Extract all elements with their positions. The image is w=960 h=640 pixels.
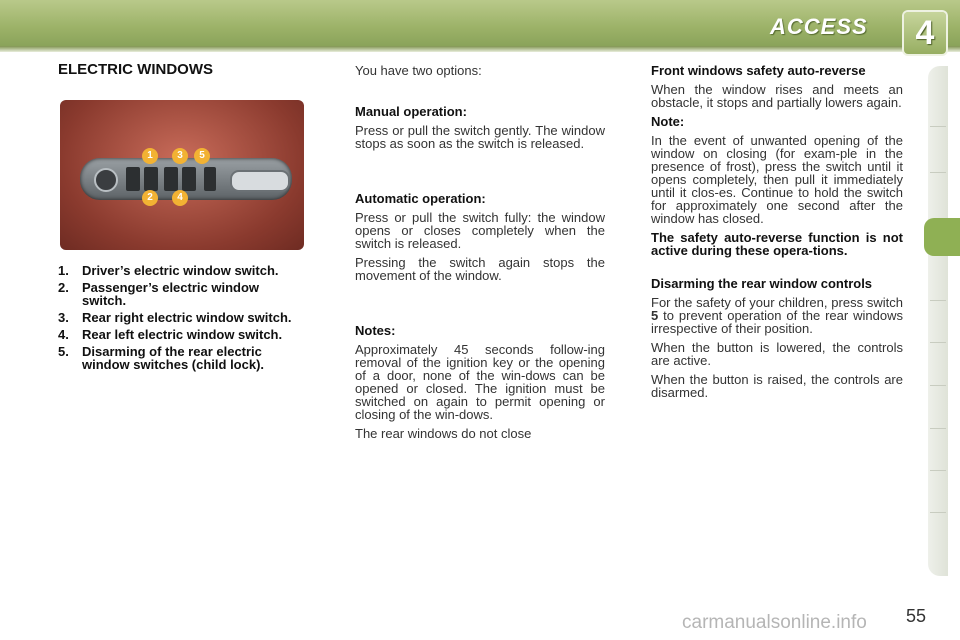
- right-column: [651, 64, 903, 405]
- disarm-text: For the safety of your children, press switch 5 to prevent operation of the rear windows irrespective of their position.: [651, 295, 904, 336]
- safety-text: When the window rises and meets an obstacle, it stops and partially lowers again.: [651, 82, 903, 110]
- note-text: In the event of unwanted opening of the window on closing (for exam-ple in the presence of frost), press the switch until it opens completely, then pull it immediately until it clos-es. Continue to hold the switch for approximately one second after the window has closed.: [651, 133, 903, 226]
- legend-item: 5. Disarming of the rear electric window switches (child lock).: [58, 344, 265, 372]
- manual-text: Press or pull the switch gently. The window stops as soon as the switch is released.: [355, 123, 605, 151]
- legend-item: 2. Passenger’s electric window switch.: [58, 280, 260, 308]
- rail-divider: [930, 342, 946, 343]
- chapter-number: 4: [915, 14, 935, 52]
- switch-1: [126, 167, 140, 191]
- marker-2: 2: [142, 190, 158, 206]
- switch-5: [204, 167, 216, 191]
- legend-item: 3. Rear right electric window switch.: [58, 310, 292, 325]
- chapter-number-badge: [904, 12, 946, 54]
- auto-heading: Automatic operation:: [355, 191, 486, 206]
- note-heading: Note:: [651, 114, 685, 129]
- notes-text: Approximately 45 seconds follow-ing removal of the ignition key or the opening of a door, none of the win-dows can be opened or closed. The ignition must be switched on again to permit opening or closing of the win-dows.: [355, 342, 605, 422]
- rail-divider: [930, 512, 946, 513]
- switch-ref: 5: [651, 308, 659, 323]
- safety-heading: Front windows safety auto-reverse: [651, 63, 866, 78]
- mirror-knob: [94, 168, 118, 192]
- marker-4: 4: [172, 190, 188, 206]
- switch-legend: [56, 264, 306, 375]
- switch-2: [144, 167, 158, 191]
- disarm-heading: Disarming the rear window controls: [651, 276, 873, 291]
- notes-heading: Notes:: [355, 323, 396, 338]
- chapter-header-bar: [0, 0, 960, 46]
- rail-divider: [930, 126, 946, 127]
- rail-divider: [930, 385, 946, 386]
- lowered-text: When the button is lowered, the controls are active.: [651, 340, 903, 368]
- rail-divider: [930, 470, 946, 471]
- notes-text-2: The rear windows do not close: [355, 426, 532, 441]
- active-chapter-tab[interactable]: [924, 218, 960, 256]
- manual-heading: Manual operation:: [355, 104, 467, 119]
- switch-3: [164, 167, 178, 191]
- watermark: carmanualsonline.info: [682, 612, 867, 633]
- window-switch-photo: [60, 100, 304, 250]
- legend-item: 4. Rear left electric window switch.: [58, 327, 283, 342]
- page-number: 55: [906, 606, 927, 626]
- door-handle: [230, 170, 290, 192]
- marker-1: 1: [142, 148, 158, 164]
- auto-text-2: Pressing the switch again stops the movement of the window.: [355, 255, 605, 283]
- middle-column: [355, 64, 605, 446]
- chapter-title: ACCESS: [770, 14, 868, 39]
- section-title: ELECTRIC WINDOWS: [58, 61, 213, 78]
- switch-4: [182, 167, 196, 191]
- rail-divider: [930, 428, 946, 429]
- safety-warning: The safety auto-reverse function is not active during these opera-tions.: [651, 230, 903, 258]
- marker-5: 5: [194, 148, 210, 164]
- legend-item: 1. Driver’s electric window switch.: [58, 263, 279, 278]
- chapter-tab-rail: [928, 66, 948, 576]
- intro-text: You have two options:: [355, 63, 482, 78]
- raised-text: When the button is raised, the controls are disarmed.: [651, 372, 903, 400]
- auto-text: Press or pull the switch fully: the window opens or closes completely when the switch is released.: [355, 210, 605, 251]
- marker-3: 3: [172, 148, 188, 164]
- header-shadow: [0, 46, 960, 52]
- rail-divider: [930, 172, 946, 173]
- rail-divider: [930, 300, 946, 301]
